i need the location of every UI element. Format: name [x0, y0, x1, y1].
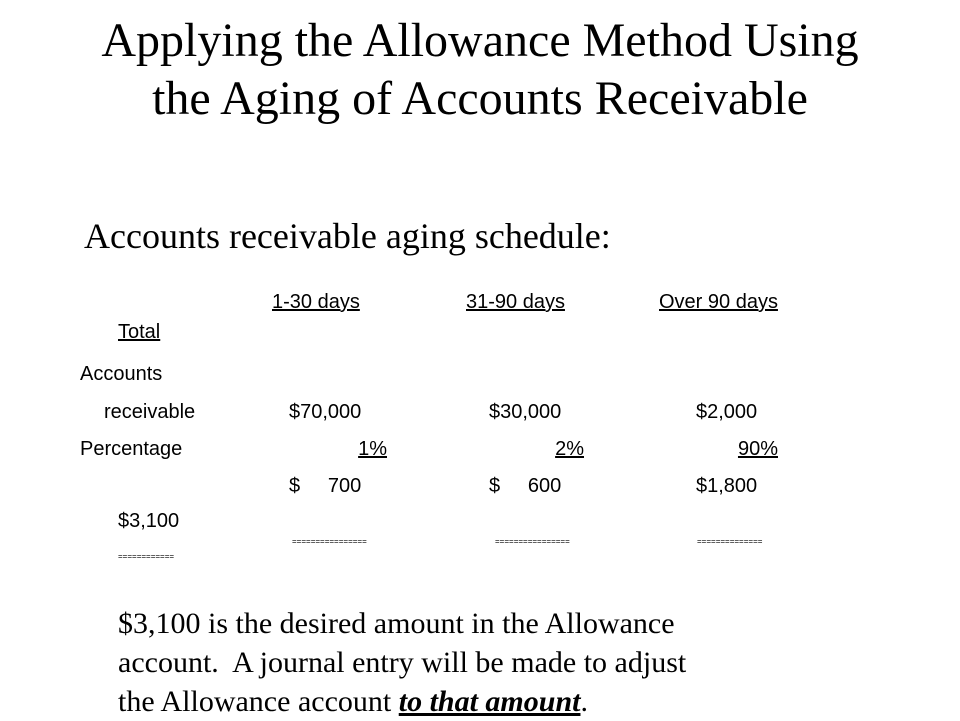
- receivable-31-90: $30,000: [489, 401, 562, 423]
- header-total: Total: [118, 321, 161, 343]
- note-line-1: $3,100 is the desired amount in the Allowance: [118, 607, 675, 640]
- note-line-3-suffix: .: [580, 685, 588, 718]
- schedule-heading: Accounts receivable aging schedule:: [84, 216, 611, 256]
- estimate-31-90: $ 600: [489, 475, 562, 497]
- double-rule-total: ============: [118, 552, 175, 561]
- double-rule-over-90: ==============: [697, 537, 763, 546]
- row-label-percentage: Percentage: [80, 438, 183, 460]
- header-over-90-days: Over 90 days: [659, 291, 778, 313]
- estimate-total: $3,100: [118, 510, 180, 532]
- slide-title-line-2: the Aging of Accounts Receivable: [152, 72, 808, 125]
- receivable-over-90: $2,000: [696, 401, 758, 423]
- slide-title-line-1: Applying the Allowance Method Using: [101, 14, 859, 67]
- double-rule-31-90: ================: [495, 537, 570, 546]
- double-rule-1-30: ================: [292, 537, 367, 546]
- receivable-1-30: $70,000: [289, 401, 362, 423]
- header-31-90-days: 31-90 days: [466, 291, 565, 313]
- percentage-31-90: 2%: [555, 438, 584, 460]
- note-line-2: account. A journal entry will be made to adjust: [118, 646, 687, 679]
- note-line-3: [118, 682, 588, 721]
- estimate-1-30: $ 700: [289, 475, 362, 497]
- row-label-accounts: Accounts: [80, 363, 163, 385]
- percentage-over-90: 90%: [737, 438, 778, 460]
- note-emphasis: to that amount: [398, 685, 581, 718]
- header-1-30-days: 1-30 days: [272, 291, 360, 313]
- note-line-3-prefix: the Allowance account: [118, 685, 399, 718]
- percentage-1-30: 1%: [358, 438, 387, 460]
- estimate-over-90: $1,800: [696, 475, 758, 497]
- row-label-receivable: receivable: [104, 401, 196, 423]
